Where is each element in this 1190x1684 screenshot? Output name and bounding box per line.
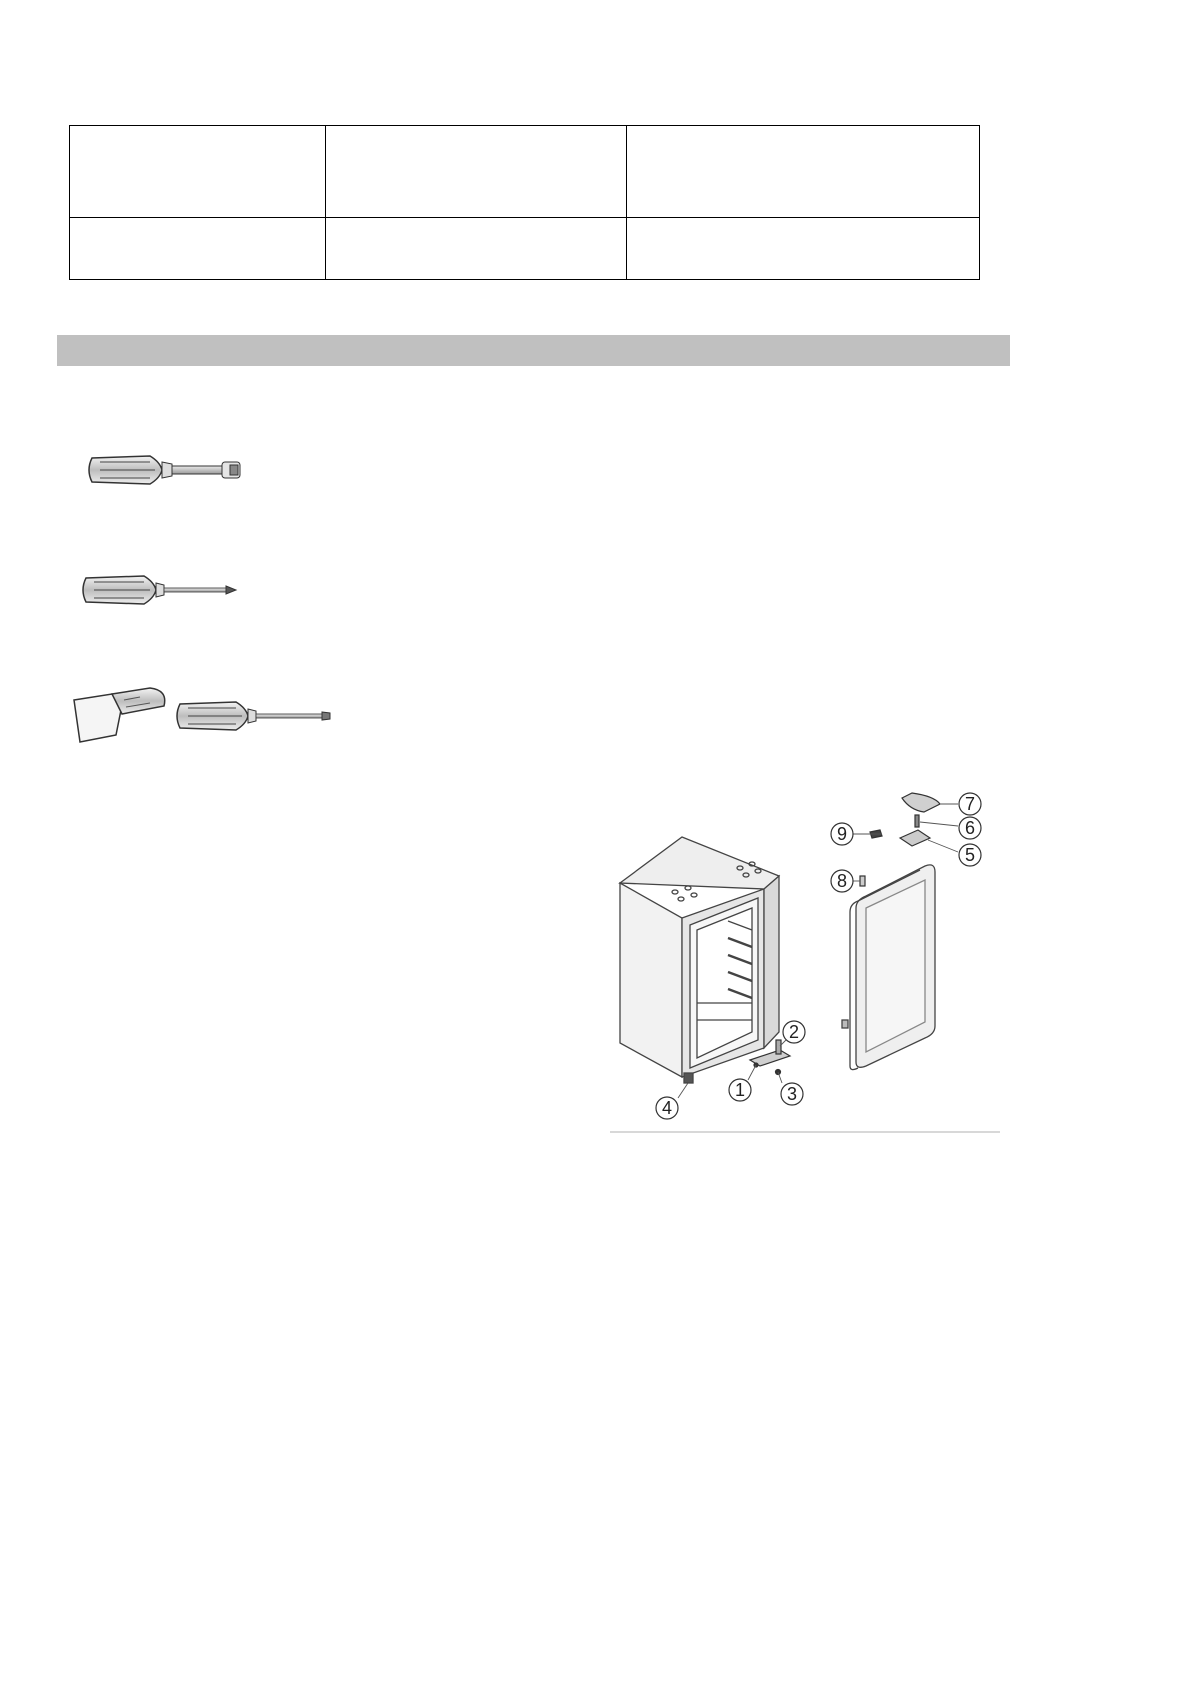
door-icon xyxy=(842,865,935,1070)
refrigerator-exploded-diagram xyxy=(610,793,1000,1132)
svg-text:4: 4 xyxy=(661,1098,673,1118)
svg-text:9: 9 xyxy=(836,824,848,844)
svg-text:7: 7 xyxy=(964,794,976,814)
svg-text:6: 6 xyxy=(964,818,976,838)
putty-knife-icon xyxy=(74,688,165,742)
top-hinge-icon xyxy=(900,793,940,846)
flat-screwdriver-icon xyxy=(177,702,330,730)
callout-5 xyxy=(959,844,981,866)
callout-7 xyxy=(959,793,981,815)
callout-4 xyxy=(656,1097,678,1119)
socket-wrench-screwdriver-icon xyxy=(89,456,240,484)
callout-9 xyxy=(831,823,853,845)
svg-text:8: 8 xyxy=(836,871,848,891)
svg-text:1: 1 xyxy=(734,1080,746,1100)
callout-2 xyxy=(783,1021,805,1043)
svg-text:2: 2 xyxy=(788,1022,800,1042)
phillips-screwdriver-icon xyxy=(83,576,236,604)
callout-6 xyxy=(959,817,981,839)
cabinet-icon xyxy=(620,837,779,1083)
small-parts-icon xyxy=(860,830,882,886)
svg-text:5: 5 xyxy=(964,845,976,865)
callout-1 xyxy=(729,1079,751,1101)
callout-3 xyxy=(781,1083,803,1105)
callout-8 xyxy=(831,870,853,892)
svg-text:3: 3 xyxy=(786,1084,798,1104)
